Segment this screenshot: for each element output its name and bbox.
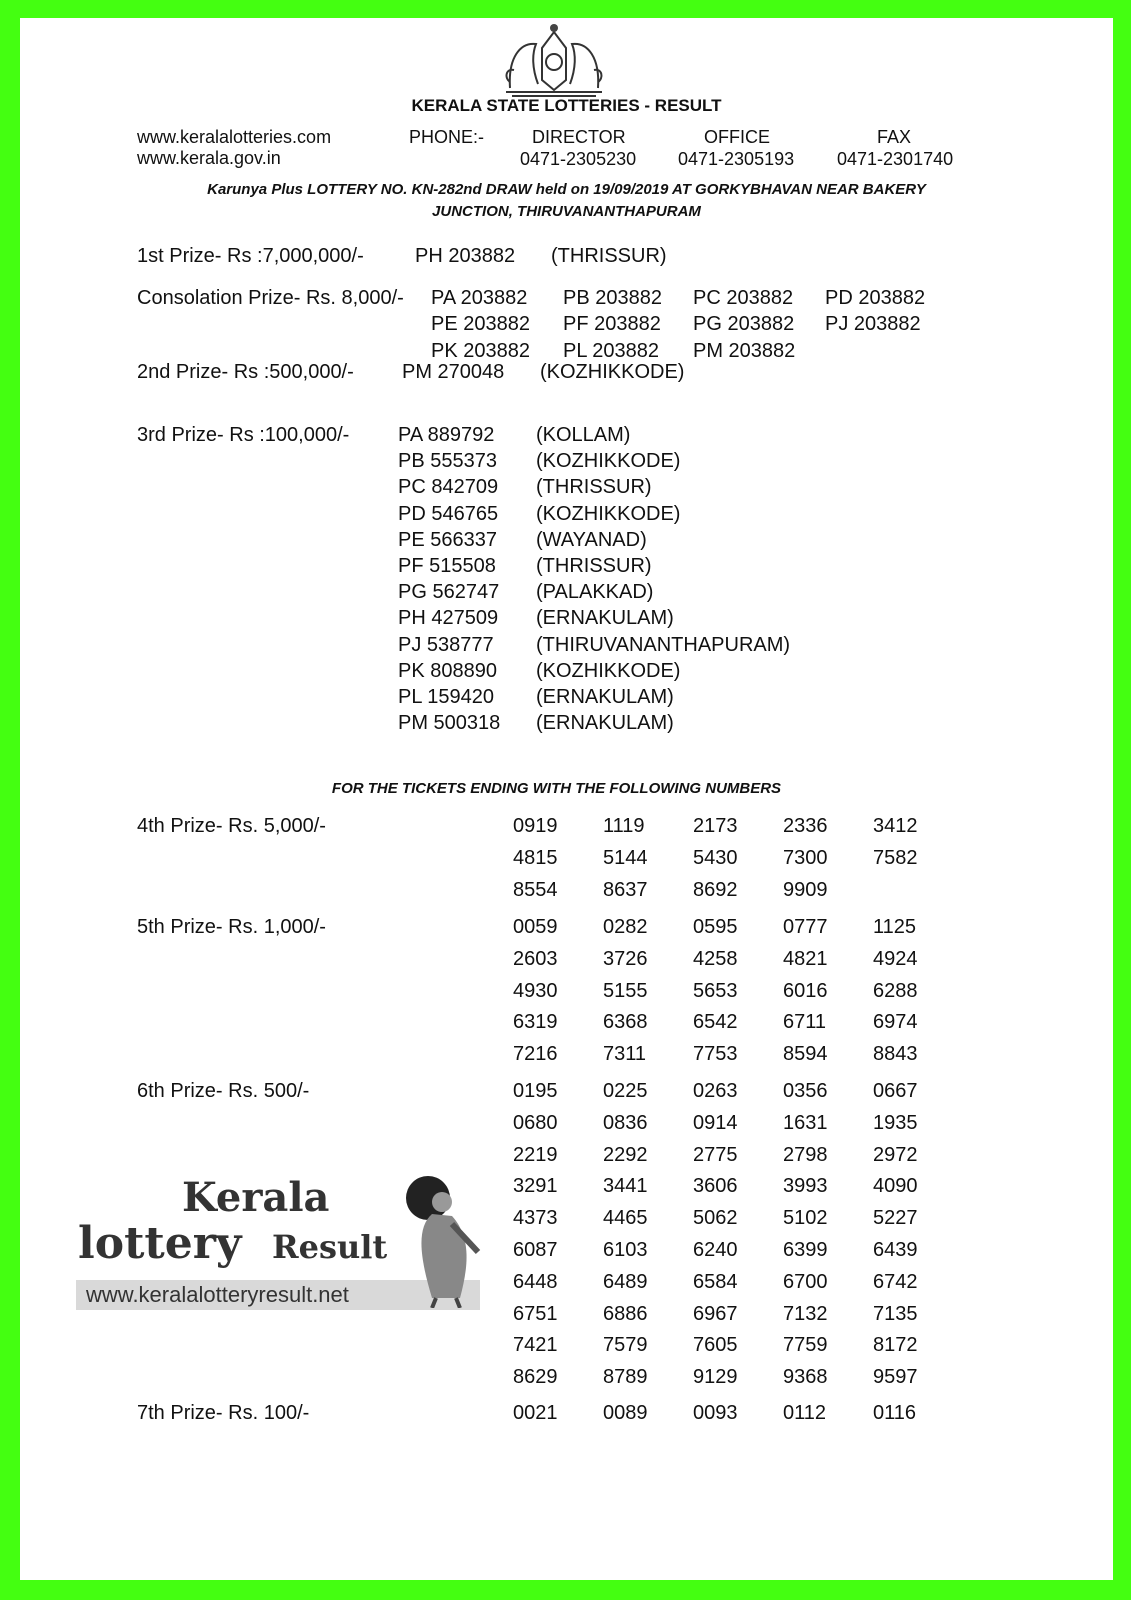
fourth-prize-number: 5430 [693,846,738,869]
sixth-prize-number: 3993 [783,1175,828,1198]
consolation-ticket: PE 203882 [431,313,530,335]
draw-info-line2: JUNCTION, THIRUVANANTHAPURAM [432,203,701,220]
fifth-prize-number: 0059 [513,916,558,938]
second-prize-place: (KOZHIKKODE) [540,361,685,383]
seventh-prize-number: 0021 [513,1402,558,1424]
fifth-prize-number: 6319 [513,1011,558,1034]
third-prize-label: 3rd Prize- Rs :100,000/- [137,424,350,446]
website-2: www.kerala.gov.in [137,148,281,168]
fifth-prize-number: 6368 [603,1011,648,1034]
third-prize-ticket: PD 546765 [398,502,499,525]
sixth-prize-label: 6th Prize- Rs. 500/- [137,1080,310,1102]
sixth-prize-number: 0680 [513,1111,558,1134]
sixth-prize-number: 0356 [783,1080,828,1102]
first-prize-label: 1st Prize- Rs :7,000,000/- [137,245,364,267]
third-prize-place: (PALAKKAD) [536,581,654,604]
ending-numbers-heading: FOR THE TICKETS ENDING WITH THE FOLLOWING NUMBERS [331,780,782,797]
consolation-ticket: PA 203882 [431,287,528,309]
seventh-prize-number: 0116 [873,1402,917,1424]
third-prize-place: (KOLLAM) [536,424,631,446]
sixth-prize-number: 3441 [603,1175,648,1198]
result-sheet [20,18,1113,1580]
fifth-prize-label: 5th Prize- Rs. 1,000/- [137,916,326,938]
fifth-prize-number: 5155 [603,979,648,1002]
sixth-prize-number: 2775 [693,1143,738,1166]
watermark-line2b: Result [272,1228,388,1266]
third-prize-ticket: PK 808890 [398,659,497,682]
sixth-prize-number: 1631 [783,1111,828,1134]
fifth-prize-number: 7311 [603,1043,647,1066]
sixth-prize-number: 7579 [603,1334,648,1357]
fourth-prize-number: 2173 [693,815,738,837]
sixth-prize-number: 5227 [873,1207,918,1230]
sixth-prize-number: 8789 [603,1366,648,1389]
director-label: DIRECTOR [532,127,626,147]
fourth-prize-label: 4th Prize- Rs. 5,000/- [137,815,326,837]
sixth-prize-number: 7759 [783,1334,828,1357]
consolation-prize-label: Consolation Prize- Rs. 8,000/- [137,287,404,309]
fourth-prize-number: 7582 [873,846,918,869]
mascot-icon [402,1168,482,1308]
consolation-ticket: PK 203882 [431,340,530,362]
fifth-prize-number: 7216 [513,1043,558,1066]
fifth-prize-number: 6016 [783,979,828,1002]
office-number: 0471-2305193 [678,149,795,169]
sixth-prize-number: 6967 [693,1302,738,1325]
fifth-prize-number: 0282 [603,916,648,938]
sixth-prize-number: 6087 [513,1239,558,1261]
third-prize-ticket: PF 515508 [398,555,496,577]
first-prize-ticket: PH 203882 [415,245,516,267]
third-prize-ticket: PG 562747 [398,581,500,604]
sixth-prize-number: 1935 [873,1111,918,1134]
fifth-prize-number: 6288 [873,979,918,1002]
fifth-prize-number: 6711 [783,1011,827,1034]
third-prize-ticket: PJ 538777 [398,633,494,656]
fifth-prize-number: 7753 [693,1043,738,1066]
sixth-prize-number: 6742 [873,1270,918,1293]
sixth-prize-number: 7605 [693,1334,738,1357]
sixth-prize-number: 7132 [783,1302,828,1325]
seventh-prize-number: 0093 [693,1402,738,1424]
sixth-prize-number: 6584 [693,1270,738,1293]
sixth-prize-number: 6700 [783,1270,828,1293]
sixth-prize-number: 0195 [513,1080,558,1102]
sixth-prize-number: 9597 [873,1366,918,1389]
seventh-prize-number: 0089 [603,1402,648,1424]
page-title: KERALA STATE LOTTERIES - RESULT [411,96,722,115]
second-prize-label: 2nd Prize- Rs :500,000/- [137,361,354,383]
fifth-prize-number: 2603 [513,947,558,970]
third-prize-place: (THIRUVANANTHAPURAM) [536,633,791,656]
third-prize-ticket: PL 159420 [398,686,495,708]
second-prize-ticket: PM 270048 [402,361,505,383]
sixth-prize-number: 4465 [603,1207,648,1230]
sixth-prize-number: 9129 [693,1366,738,1389]
sixth-prize-number: 3291 [513,1175,558,1198]
office-label: OFFICE [704,127,770,147]
website-1: www.keralalotteries.com [137,127,332,147]
sixth-prize-number: 0914 [693,1111,738,1134]
fifth-prize-number: 8843 [873,1043,918,1066]
first-prize-place: (THRISSUR) [551,245,667,267]
third-prize-ticket: PH 427509 [398,607,499,630]
director-number: 0471-2305230 [520,149,637,169]
sixth-prize-number: 2972 [873,1143,918,1166]
third-prize-place: (KOZHIKKODE) [536,502,681,525]
fax-number: 0471-2301740 [837,149,954,169]
third-prize-place: (KOZHIKKODE) [536,450,681,473]
fifth-prize-number: 4258 [693,947,738,970]
sixth-prize-number: 2292 [603,1143,648,1166]
sixth-prize-number: 0667 [873,1080,918,1102]
third-prize-place: (WAYANAD) [536,528,647,551]
sixth-prize-number: 4090 [873,1175,918,1198]
third-prize-place: (ERNAKULAM) [536,607,674,630]
fifth-prize-number: 0777 [783,916,828,938]
sixth-prize-number: 2219 [513,1143,558,1166]
fourth-prize-number: 1119 [603,815,645,837]
watermark-logo [76,1168,496,1348]
watermark-url: www.keralalotteryresult.net [86,1282,349,1307]
consolation-ticket: PB 203882 [563,287,662,309]
sixth-prize-number: 6399 [783,1239,828,1261]
sixth-prize-number: 6103 [603,1239,648,1261]
sixth-prize-number: 4373 [513,1207,558,1230]
consolation-ticket: PG 203882 [693,313,795,335]
third-prize-place: (THRISSUR) [536,476,652,499]
sixth-prize-number: 7421 [513,1334,558,1357]
sixth-prize-number: 6886 [603,1302,648,1325]
sixth-prize-number: 2798 [783,1143,828,1166]
third-prize-ticket: PB 555373 [398,450,497,473]
fifth-prize-number: 3726 [603,947,648,970]
fifth-prize-number: 6974 [873,1011,918,1034]
sixth-prize-number: 0263 [693,1080,738,1102]
fourth-prize-number: 8554 [513,878,558,901]
sixth-prize-number: 8629 [513,1366,558,1389]
draw-info-line1: Karunya Plus LOTTERY NO. KN-282nd DRAW held on 19/09/2019 AT GORKYBHAVAN NEAR BAKERY [207,181,926,198]
fax-label: FAX [877,127,912,147]
sixth-prize-number: 5062 [693,1207,738,1230]
fifth-prize-number: 4930 [513,979,558,1002]
fifth-prize-number: 5653 [693,979,738,1002]
sixth-prize-number: 6489 [603,1270,648,1293]
fourth-prize-number: 9909 [783,878,828,901]
watermark-line2a: lottery [78,1218,242,1269]
third-prize-place: (ERNAKULAM) [536,712,674,735]
sixth-prize-number: 6240 [693,1239,738,1261]
consolation-ticket: PM 203882 [693,340,796,362]
sixth-prize-number: 6448 [513,1270,558,1293]
third-prize-place: (ERNAKULAM) [536,686,674,708]
consolation-ticket: PF 203882 [563,313,661,335]
third-prize-place: (KOZHIKKODE) [536,659,681,682]
sixth-prize-number: 0836 [603,1111,648,1134]
sixth-prize-number: 0225 [603,1080,648,1102]
third-prize-ticket: PM 500318 [398,712,501,735]
sixth-prize-number: 8172 [873,1334,918,1357]
sixth-prize-number: 3606 [693,1175,738,1198]
fourth-prize-number: 8637 [603,878,648,901]
consolation-ticket: PJ 203882 [825,313,921,335]
phone-label: PHONE:- [409,127,485,147]
fourth-prize-number: 3412 [873,815,918,837]
fourth-prize-number: 4815 [513,846,558,869]
fourth-prize-number: 5144 [603,846,648,869]
sixth-prize-number: 7135 [873,1302,918,1325]
fifth-prize-number: 4821 [783,947,828,970]
fifth-prize-number: 6542 [693,1011,738,1034]
consolation-ticket: PC 203882 [693,287,794,309]
watermark-line1: Kerala [182,1174,330,1221]
sixth-prize-number: 6751 [513,1302,558,1325]
third-prize-ticket: PE 566337 [398,528,497,551]
fourth-prize-number: 8692 [693,878,738,901]
fourth-prize-number: 0919 [513,815,558,837]
fifth-prize-number: 0595 [693,916,738,938]
third-prize-place: (THRISSUR) [536,555,652,577]
seventh-prize-number: 0112 [783,1402,827,1424]
third-prize-ticket: PC 842709 [398,476,499,499]
sixth-prize-number: 5102 [783,1207,828,1230]
fifth-prize-number: 4924 [873,947,918,970]
consolation-ticket: PL 203882 [563,340,660,362]
sixth-prize-number: 9368 [783,1366,828,1389]
sixth-prize-number: 6439 [873,1239,918,1261]
consolation-ticket: PD 203882 [825,287,926,309]
seventh-prize-label: 7th Prize- Rs. 100/- [137,1402,310,1424]
third-prize-ticket: PA 889792 [398,424,495,446]
fourth-prize-number: 2336 [783,815,828,837]
kerala-emblem-icon [502,18,606,98]
fifth-prize-number: 1125 [873,916,917,938]
fourth-prize-number: 7300 [783,846,828,869]
fifth-prize-number: 8594 [783,1043,828,1066]
